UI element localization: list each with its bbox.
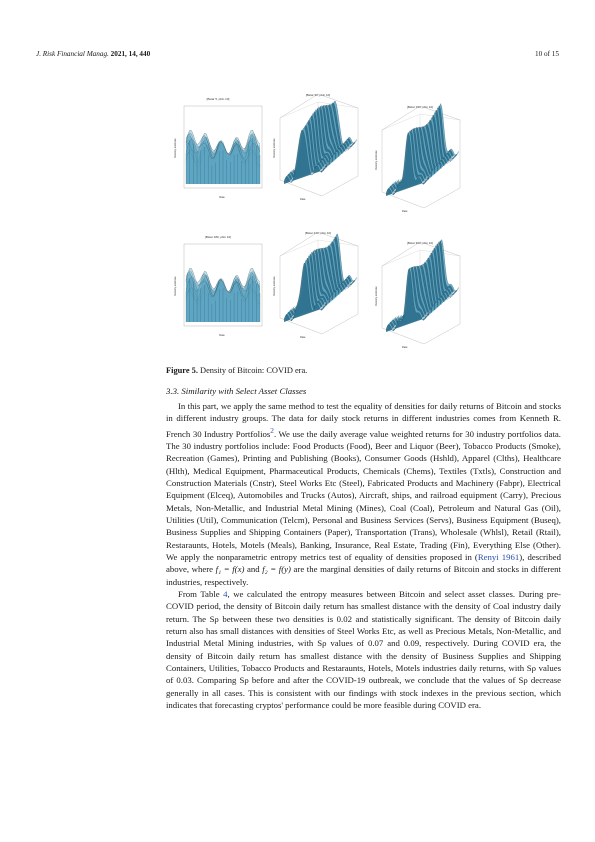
page-number: 10 of 15	[535, 50, 559, 58]
page-header	[36, 50, 559, 58]
density-panel-1	[170, 92, 266, 218]
p1-text-c: ), described above, where	[166, 552, 561, 575]
panel-x-label: Date	[402, 346, 408, 349]
formula-f2: f₂ = f(y)	[262, 564, 291, 575]
journal-year-volume: 2021, 14, 440	[110, 50, 151, 58]
panel-title: [Bstar 240, pbin 10]	[304, 231, 332, 235]
panel-x-label: Date	[300, 336, 306, 339]
panel-title: [Bstar 5, pbin 10]	[206, 97, 230, 101]
density-panel-2	[270, 88, 366, 214]
caption-label: Figure 5.	[166, 366, 198, 375]
panel-y-label: Density estimate	[375, 286, 378, 306]
density-surface-plot	[372, 100, 468, 226]
panel-title: [Bstar 90, pbin 10]	[305, 93, 331, 97]
p1-text-b: . We use the daily average value weighted returns for 30 industry portfolios data. The 30 industry portfolios include: Food Products (Food), Beer and Liquor (Beer), Tobacco Products (Smoke), Recreation (Games), Printing and Publishing (Books), Consumer Goods (Hshld), Apparel (Clths), Healthcare (Hlth), Medical Equipment, Pharmaceutical Products, Chemicals (Chems), Textiles (Txtls), Construction and Construction Materials (Cnstr), Steel Works Etc (Steel), Fabricated Products and Machinery (Fabpr), Electrical Equipment (Elceq), Automobiles and Trucks (Autos), Aircraft, ships, and railroad equipment (Carry), Precious Metals, Non-Metallic, and Industrial Metal Mining (Mines), Coal (Coal), Petroleum and Natural Gas (Oil), Utilities (Util), Communication (Telcm), Personal and Business Services (Servs), Business Equipment (Buseq), Business Supplies and Shipping Containers (Paper), Transportation (Trans), Wholesale (Whlsl), Retail (Rtail), Restaraunts, Hotels, Motels (Meals), Banking, Insurance, Real Estate, Trading (Fin), Everything Else (Other). We apply the nonparametric entropy metrics test of equality of densities proposed in (	[166, 428, 561, 563]
panel-y-label: Density estimate	[375, 150, 378, 170]
density-panel-3	[372, 100, 468, 226]
section-heading: 3.3. Similarity with Select Asset Classes	[166, 386, 307, 396]
density-panel-5	[270, 226, 366, 352]
density-surface-plot	[170, 92, 266, 218]
panel-x-label: Date	[219, 196, 225, 199]
caption-text: Density of Bitcoin: COVID era.	[200, 366, 308, 375]
density-surface-plot	[170, 230, 266, 356]
p2-text-b: , we calculated the entropy measures between Bitcoin and select asset classes. During pre-COVID period, the density of Bitcoin daily return has smallest distance with the density of Coal industry daily return. The Sρ between these two densities is 0.02 and statistically significant. The density of Bitcoin daily return also has small distances with densities of Steel Works Etc, as well as Precious Metals, Non-Metallic, and Industrial Metal Mining industries, with Sρ values of 0.07 and 0.09, respectively. During COVID era, the density of Bitcoin daily return has smallest distance with the density of Business Supplies and Shipping Containers, Utilities, Tobacco Products and Restaraunts, Hotels, Motels industries daily returns, with Sρ values of 0.03. Comparing Sρ before and after the COVID-19 outbreak, we conclude that the values of Sρ decrease generally in all cases. This is consistent with our findings with stock indexes in the previous section, which indicates that forecasting cryptos' performance could be more feasible during COVID era.	[166, 589, 561, 711]
panel-title: [Bstar 150, pbin 10]	[406, 105, 434, 109]
p1-text-d: are the marginal densities of daily returns of Bitcoin and stocks in different industries, respectively.	[166, 564, 561, 587]
density-surface-plot	[270, 226, 366, 352]
panel-y-label: Density estimate	[174, 138, 177, 158]
density-panel-4	[170, 230, 266, 356]
panel-x-label: Date	[402, 210, 408, 213]
body-text	[166, 400, 561, 712]
panel-title: [Bstar 300, pbin 10]	[406, 241, 434, 245]
paragraph-2	[166, 588, 561, 711]
p1-text-a: In this part, we apply the same method to test the equality of densities for daily returns of Bitcoin and stocks in different industry groups. The data for daily stock returns in different industries comes from Kenneth R. French 30 Industry Portfolios	[166, 401, 561, 439]
journal-citation	[36, 50, 150, 58]
panel-y-label: Density estimate	[174, 276, 177, 296]
panel-y-label: Density estimate	[273, 276, 276, 296]
paragraph-1	[166, 400, 561, 588]
figure-caption	[166, 366, 561, 375]
density-surface-plot	[270, 88, 366, 214]
figure-5	[170, 88, 470, 358]
panel-title: [Bstar 180, pbin 10]	[204, 235, 232, 239]
panel-y-label: Density estimate	[273, 138, 276, 158]
table-ref-link[interactable]: 4	[223, 589, 228, 600]
formula-f1: f₁ = f(x)	[215, 564, 245, 575]
density-panel-6	[372, 236, 468, 362]
p2-text-a: From Table	[178, 589, 224, 600]
panel-x-label: Date	[219, 334, 225, 337]
footnote-marker[interactable]: 2	[270, 426, 274, 435]
citation-link[interactable]: Renyi 1961	[477, 552, 520, 563]
journal-name: J. Risk Financial Manag.	[36, 50, 109, 58]
density-surface-plot	[372, 236, 468, 362]
panel-x-label: Date	[300, 198, 306, 201]
p1-text-and: and	[244, 564, 263, 575]
